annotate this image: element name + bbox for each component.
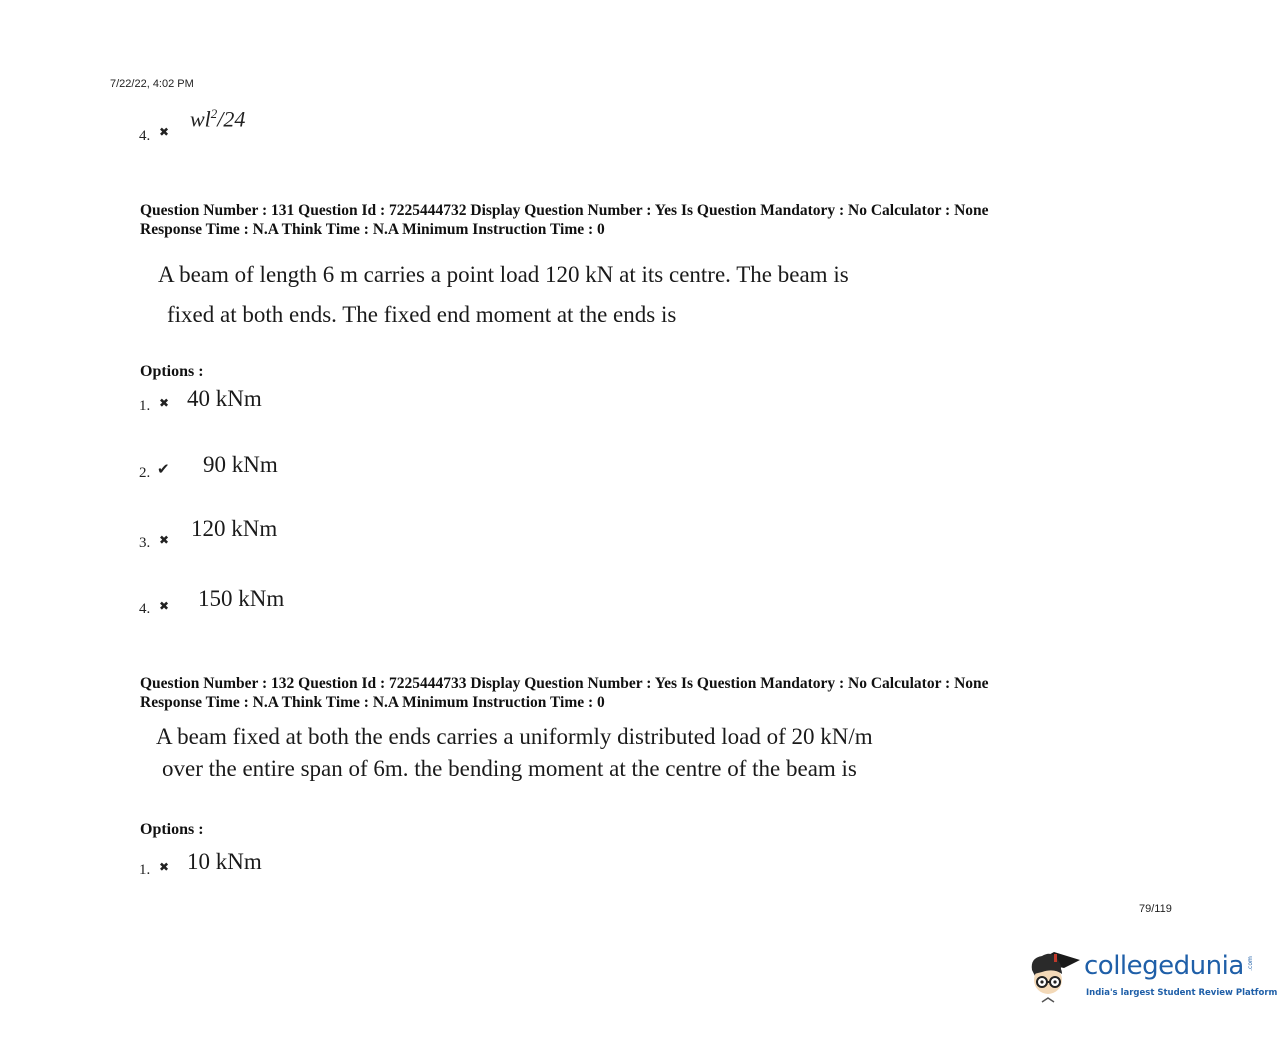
q132-option-1-text: 10 kNm (187, 849, 262, 874)
formula-base: wl (190, 106, 211, 132)
cross-mark-icon: ✖ (159, 533, 170, 547)
prev-option-4-formula (190, 106, 245, 132)
q132-text-line-1: A beam fixed at both the ends carries a uniformly distributed load of 20 kN/m (156, 724, 873, 749)
mascot-icon (1024, 940, 1084, 1006)
q131-option-2-text: 90 kNm (203, 452, 278, 477)
cross-mark-icon: ✖ (159, 125, 170, 139)
cross-mark-icon: ✖ (159, 860, 170, 874)
q132-options-label: Options : (140, 821, 204, 838)
cross-mark-icon: ✖ (159, 396, 170, 410)
q131-options-label: Options : (140, 363, 204, 380)
print-timestamp: 7/22/22, 4:02 PM (110, 78, 194, 90)
logo-tagline: India's largest Student Review Platform (1086, 988, 1278, 998)
q131-meta-line-2: Response Time : N.A Think Time : N.A Minimum Instruction Time : 0 (140, 221, 605, 238)
q132-meta-line-2: Response Time : N.A Think Time : N.A Minimum Instruction Time : 0 (140, 694, 605, 711)
page-number: 79/119 (1139, 903, 1172, 915)
formula-rest: /24 (217, 106, 246, 132)
logo-wordmark: collegedunia (1084, 951, 1244, 981)
formula-superscript: 2 (210, 106, 218, 121)
q132-meta-line-1: Question Number : 132 Question Id : 7225444733 Display Question Number : Yes Is Question Mandatory : No Calculator : None (140, 675, 989, 692)
q132-text-line-2: over the entire span of 6m. the bending moment at the centre of the beam is (162, 756, 857, 781)
q131-meta-line-1: Question Number : 131 Question Id : 7225444732 Display Question Number : Yes Is Question Mandatory : No Calculator : None (140, 202, 989, 219)
q131-option-1-text: 40 kNm (187, 386, 262, 411)
q131-text-line-2: fixed at both ends. The fixed end moment at the ends is (167, 302, 677, 327)
q131-option-3-number: 3. (139, 535, 151, 551)
q131-option-4-text: 150 kNm (198, 586, 285, 611)
q131-option-4-number: 4. (139, 601, 151, 617)
cross-mark-icon: ✖ (159, 599, 170, 613)
q131-option-3-text: 120 kNm (191, 516, 278, 541)
logo-com: .com (1246, 956, 1254, 971)
prev-option-4-number: 4. (139, 128, 151, 144)
q132-option-1-number: 1. (139, 862, 151, 878)
check-mark-icon: ✔ (157, 460, 170, 478)
q131-meta (140, 201, 989, 239)
q131-text-line-1: A beam of length 6 m carries a point load 120 kN at its centre. The beam is (158, 262, 849, 287)
q131-option-1-number: 1. (139, 398, 151, 414)
q131-option-2-number: 2. (139, 465, 151, 481)
q132-meta (140, 674, 989, 712)
